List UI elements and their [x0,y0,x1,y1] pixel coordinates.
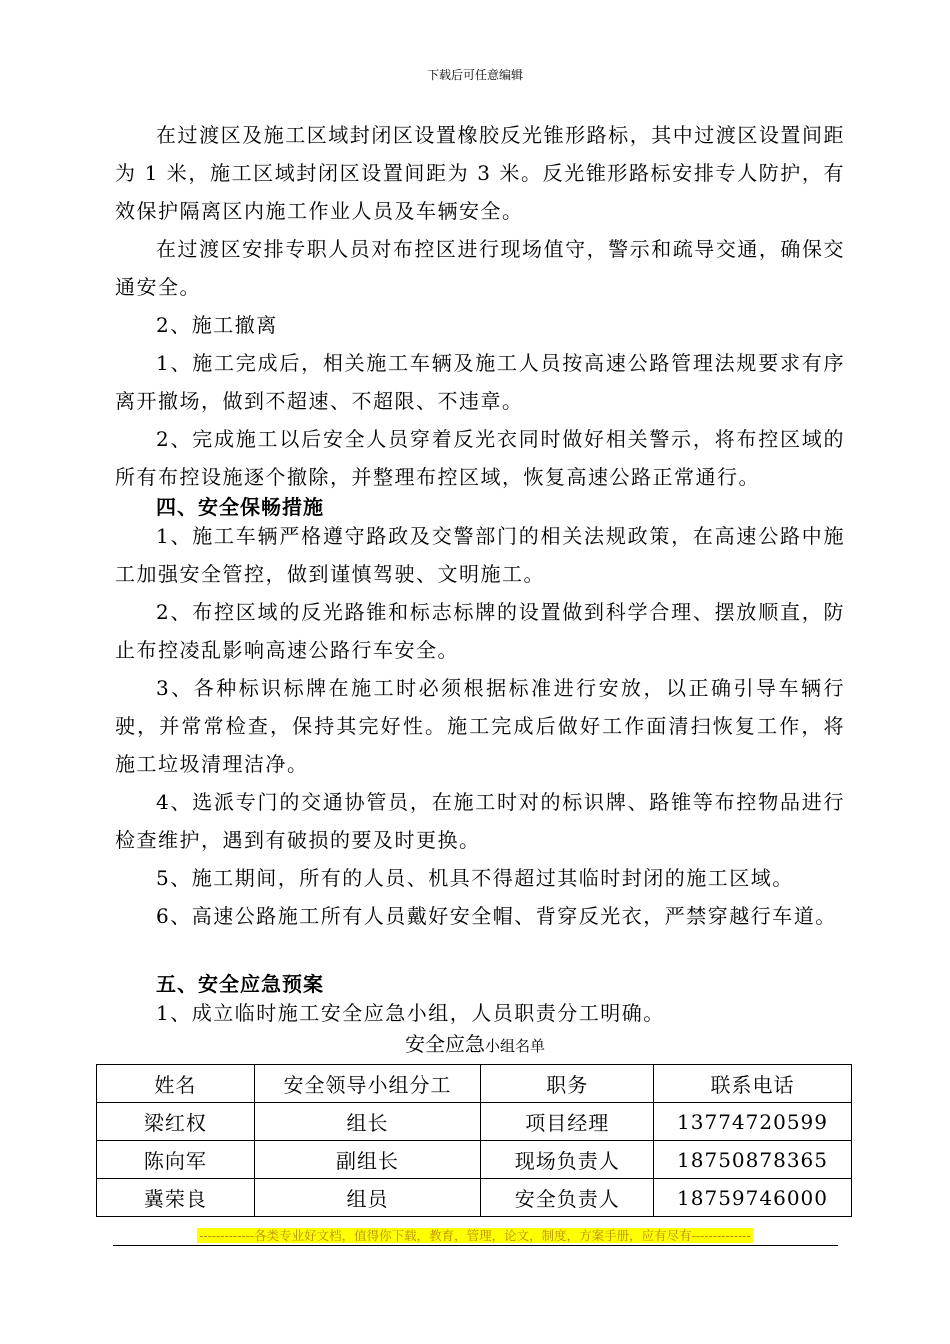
paragraph-emergency-1: 1、成立临时施工安全应急小组，人员职责分工明确。 [156,1001,665,1025]
paragraph-withdrawal-1: 1、施工完成后，相关施工车辆及施工人员按高速公路管理法规要求有序离开撤场，做到不超速、不超限、不违章。 [115,351,845,413]
column-header-role: 安全领导小组分工 [254,1065,481,1103]
table-row [97,1141,852,1179]
paragraph-safety-4: 4、选派专门的交通协管员，在施工时对的标识牌、路锥等布控物品进行检查维护，遇到有破损的要及时更换。 [115,790,845,852]
paragraph-safety-5: 5、施工期间，所有的人员、机具不得超过其临时封闭的施工区域。 [156,866,794,890]
emergency-team-table [96,1064,852,1217]
table-caption-main: 安全应急 [404,1032,485,1056]
cell-phone: 18750878365 [654,1141,852,1179]
cell-position: 项目经理 [481,1103,654,1141]
cell-role: 组员 [254,1179,481,1217]
paragraph-cone-spacing: 在过渡区及施工区域封闭区设置橡胶反光锥形路标，其中过渡区设置间距为 1 米，施工区域封闭区设置间距为 3 米。反光锥形路标安排专人防护，有效保护隔离区内施工作业人员及车辆安全。 [115,123,845,223]
column-header-name: 姓名 [97,1065,255,1103]
cell-phone: 18759746000 [654,1179,852,1217]
cell-role: 副组长 [254,1141,481,1179]
section-heading-safety: 四、安全保畅措施 [156,495,324,519]
paragraph-withdrawal-2: 2、完成施工以后安全人员穿着反光衣同时做好相关警示，将布控区域的所有布控设施逐个撤除，并整理布控区域，恢复高速公路正常通行。 [115,427,845,489]
table-header-row [97,1065,852,1103]
cell-phone: 13774720599 [654,1103,852,1141]
column-header-position: 职务 [481,1065,654,1103]
column-header-phone: 联系电话 [654,1065,852,1103]
page-header-note: 下载后可任意编辑 [426,68,523,82]
cell-position: 安全负责人 [481,1179,654,1217]
table-row [97,1179,852,1217]
table-caption [0,1028,950,1057]
cell-name: 陈向军 [97,1141,255,1179]
paragraph-safety-6: 6、高速公路施工所有人员戴好安全帽、背穿反光衣，严禁穿越行车道。 [156,904,837,928]
paragraph-safety-2: 2、布控区域的反光路锥和标志标牌的设置做到科学合理、摆放顺直，防止布控凌乱影响高速公路行车安全。 [115,600,845,662]
cell-name: 冀荣良 [97,1179,255,1217]
table-row [97,1103,852,1141]
paragraph-safety-1: 1、施工车辆严格遵守路政及交警部门的相关法规政策，在高速公路中施工加强安全管控，做到谨慎驾驶、文明施工。 [115,524,845,586]
paragraph-safety-3: 3、各种标识标牌在施工时必须根据标准进行安放，以正确引导车辆行驶，并常常检查，保持其完好性。施工完成后做好工作面清扫恢复工作，将施工垃圾清理洁净。 [115,676,845,776]
footer-banner-text: -------------各类专业好文档，值得你下载，教育，管理，论文，制度，方案手册，应有尽有-------------- [199,1228,751,1243]
footer-banner [0,1226,950,1244]
section-heading-emergency: 五、安全应急预案 [156,972,324,996]
table-caption-small: 小组名单 [484,1037,545,1055]
footer-divider [113,1245,838,1246]
paragraph-transition-guard: 在过渡区安排专职人员对布控区进行现场值守，警示和疏导交通，确保交通安全。 [115,237,845,299]
cell-name: 梁红权 [97,1103,255,1141]
subheading-withdrawal: 2、施工撤离 [156,313,278,337]
cell-position: 现场负责人 [481,1141,654,1179]
cell-role: 组长 [254,1103,481,1141]
